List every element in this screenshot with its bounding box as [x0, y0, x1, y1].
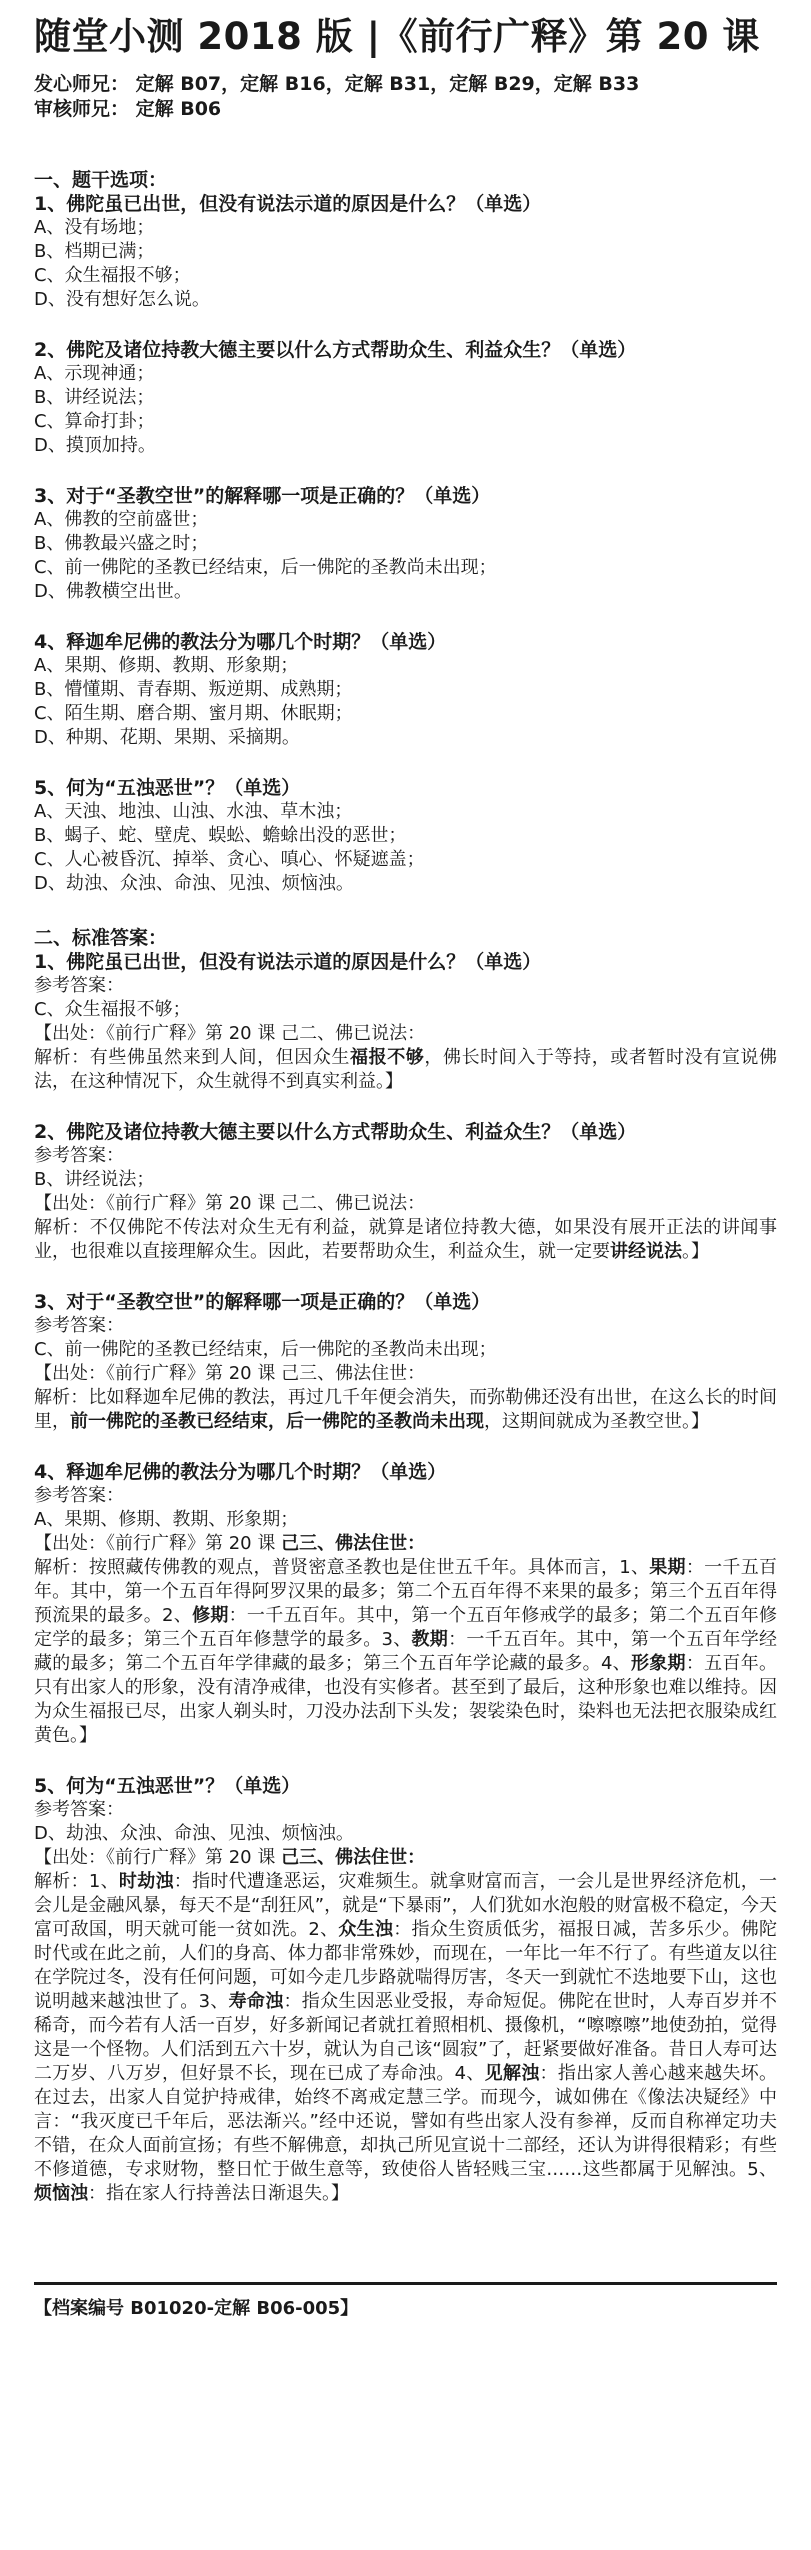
- option-item: A、佛教的空前盛世；: [34, 509, 209, 530]
- explanation: 解析：比如释迦牟尼佛的教法，再过几千年便会消失，而弥勒佛还没有出世，在这么长的时间里，前一佛陀的圣教已经结束，后一佛陀的圣教尚未出现，这期间就成为圣教空世。】: [34, 1387, 777, 1432]
- answer-question-title: 1、佛陀虽已出世，但没有说法示道的原因是什么？（单选）: [34, 951, 542, 973]
- compilers-line: 发心师兄： 定解 B07，定解 B16，定解 B31，定解 B29，定解 B33: [34, 73, 640, 95]
- question-title: 4、释迦牟尼佛的教法分为哪几个时期？（单选）: [34, 631, 447, 653]
- answer-question-title: 5、何为“五浊恶世”？（单选）: [34, 1775, 301, 1797]
- question-title: 1、佛陀虽已出世，但没有说法示道的原因是什么？（单选）: [34, 193, 542, 215]
- section-answers-title: 二、标准答案：: [34, 927, 168, 949]
- option-item: B、讲经说法；: [34, 387, 155, 408]
- reference-answer: A、果期、修期、教期、形象期；: [34, 1509, 299, 1530]
- reference-answer: C、前一佛陀的圣教已经结束，后一佛陀的圣教尚未出现；: [34, 1339, 497, 1360]
- question-block-2: [34, 338, 777, 458]
- explanation: 解析：不仅佛陀不传法对众生无有利益，就算是诸位持教大德，如果没有展开正法的讲闻事业，也很难以直接理解众生。因此，若要帮助众生，利益众生，就一定要讲经说法。】: [34, 1217, 777, 1262]
- reference-answer: D、劫浊、众浊、命浊、见浊、烦恼浊。: [34, 1823, 354, 1844]
- option-item: B、档期已满；: [34, 241, 155, 262]
- explanation: 解析：按照藏传佛教的观点，普贤密意圣教也是住世五千年。具体而言，1、果期：一千五百年。其中，第一个五百年得阿罗汉果的最多；第二个五百年得不来果的最多；第三个五百年得预流果的最多。2、修期：一千五百年。其中，第一个五百年修戒学的最多；第二个五百年修定学的最多；第三个五百年修慧学的最多。3、教期：一千五百年。其中，第一个五百年学经藏的最多；第二个五百年学律藏的最多；第三个五百年学论藏的最多。4、形象期：五百年。只有出家人的形象，没有清净戒律，也没有实修者。甚至到了最后，这种形象也难以维持。因为众生福报已尽，出家人剃头时，刀没办法刮下头发；袈裟染色时，染料也无法把衣服染成红黄色。】: [34, 1557, 778, 1746]
- option-item: B、懵懂期、青春期、叛逆期、成熟期；: [34, 679, 353, 700]
- answer-list: [34, 950, 777, 1434]
- reference-label: 参考答案：: [34, 1315, 124, 1336]
- option-item: C、前一佛陀的圣教已经结束，后一佛陀的圣教尚未出现；: [34, 557, 497, 578]
- option-item: D、种期、花期、果期、采摘期。: [34, 727, 300, 748]
- option-item: D、佛教横空出世。: [34, 581, 192, 602]
- source-line: 【出处：《前行广释》第 20 课 己三、佛法住世：: [34, 1363, 426, 1384]
- reference-label: 参考答案：: [34, 1485, 124, 1506]
- option-item: B、佛教最兴盛之时；: [34, 533, 209, 554]
- question-list: [34, 192, 777, 896]
- option-item: A、没有场地；: [34, 217, 155, 238]
- answer-block-2: [34, 1120, 777, 1264]
- option-item: A、天浊、地浊、山浊、水浊、草木浊；: [34, 801, 353, 822]
- source-line: 【出处：《前行广释》第 20 课 己三、佛法住世：: [34, 1847, 426, 1868]
- question-block-1: [34, 192, 777, 312]
- question-block-3: [34, 484, 777, 604]
- reference-label: 参考答案：: [34, 1799, 124, 1820]
- option-item: A、果期、修期、教期、形象期；: [34, 655, 299, 676]
- option-item: D、劫浊、众浊、命浊、见浊、烦恼浊。: [34, 873, 354, 894]
- answer-block-5: [34, 1774, 777, 2206]
- source-line: 【出处：《前行广释》第 20 课 己二、佛已说法：: [34, 1023, 426, 1044]
- reference-label: 参考答案：: [34, 975, 124, 996]
- option-item: A、示现神通；: [34, 363, 155, 384]
- answer-block-4: [34, 1460, 777, 1748]
- answer-block-3: [34, 1290, 777, 1434]
- question-block-5: [34, 776, 777, 896]
- option-item: C、算命打卦；: [34, 411, 155, 432]
- source-line: 【出处：《前行广释》第 20 课 己三、佛法住世：: [34, 1533, 426, 1554]
- question-title: 3、对于“圣教空世”的解释哪一项是正确的？（单选）: [34, 485, 491, 507]
- answer-question-title: 2、佛陀及诸位持教大德主要以什么方式帮助众生、利益众生？（单选）: [34, 1121, 637, 1143]
- option-item: C、众生福报不够；: [34, 265, 191, 286]
- archive-number: 【档案编号 B01020-定解 B06-005】: [34, 2298, 359, 2319]
- question-title: 2、佛陀及诸位持教大德主要以什么方式帮助众生、利益众生？（单选）: [34, 339, 637, 361]
- option-item: D、摸顶加持。: [34, 435, 156, 456]
- option-item: B、蝎子、蛇、壁虎、蜈蚣、蟾蜍出没的恶世；: [34, 825, 407, 846]
- explanation: 解析：有些佛虽然来到人间，但因众生福报不够，佛长时间入于等持，或者暂时没有宣说佛法，在这种情况下，众生就得不到真实利益。】: [34, 1047, 778, 1092]
- question-block-4: [34, 630, 777, 750]
- option-item: D、没有想好怎么说。: [34, 289, 210, 310]
- source-line: 【出处：《前行广释》第 20 课 己二、佛已说法：: [34, 1193, 426, 1214]
- option-item: C、陌生期、磨合期、蜜月期、休眠期；: [34, 703, 353, 724]
- answer-question-title: 4、释迦牟尼佛的教法分为哪几个时期？（单选）: [34, 1461, 447, 1483]
- reference-answer: C、众生福报不够；: [34, 999, 191, 1020]
- answer-block-1: [34, 950, 777, 1094]
- question-title: 5、何为“五浊恶世”？（单选）: [34, 777, 301, 799]
- reference-answer: B、讲经说法；: [34, 1169, 155, 1190]
- reference-label: 参考答案：: [34, 1145, 124, 1166]
- reviewer-line: 审核师兄： 定解 B06: [34, 98, 222, 120]
- footer-divider: [34, 2282, 777, 2285]
- page-title: 随堂小测 2018 版 |《前行广释》第 20 课: [34, 15, 760, 58]
- answer-question-title: 3、对于“圣教空世”的解释哪一项是正确的？（单选）: [34, 1291, 491, 1313]
- section-questions-title: 一、题干选项：: [34, 169, 168, 191]
- explanation: 解析：1、时劫浊：指时代遭逢恶运，灾难频生。就拿财富而言，一会儿是世界经济危机，一会儿是金融风暴，每天不是“刮狂风”，就是“下暴雨”，人们犹如水泡般的财富极不稳定，今天富可敌国，明天就可能一贫如洗。2、众生浊：指众生资质低劣，福报日减，苦多乐少。佛陀时代或在此之前，人们的身高、体力都非常殊妙，而现在，一年比一年不行了。有些道友以往在学院过冬，没有任何问题，可如今走几步路就喘得厉害，冬天一到就忙不迭地要下山，这也说明越来越浊世了。3、寿命浊：指众生因恶业受报，寿命短促。佛陀在世时，人寿百岁并不稀奇，而今若有人活一百岁，好多新闻记者就扛着照相机、摄像机，“嚓嚓嚓”地使劲拍，觉得这是一个怪物。人们活到五六十岁，就认为自己该“圆寂”了，赶紧要做好准备。昔日人寿可达二万岁、八万岁，但好景不长，现在已成了寿命浊。4、见解浊：指出家人善心越来越失坏。在过去，出家人自觉护持戒律，始终不离戒定慧三学。而现今，诚如佛在《像法决疑经》中言：“我灭度已千年后，恶法渐兴。”经中还说，譬如有些出家人没有参禅，反而自称禅定功夫不错，在众人面前宣扬；有些不解佛意，却执己所见宣说十二部经，还认为讲得很精彩；有些不修道德，专求财物，整日忙于做生意等，致使俗人皆轻贱三宝……这些都属于见解浊。5、烦恼浊：指在家人行持善法日渐退失。】: [34, 1871, 778, 2204]
- option-item: C、人心被昏沉、掉举、贪心、嗔心、怀疑遮盖；: [34, 849, 425, 870]
